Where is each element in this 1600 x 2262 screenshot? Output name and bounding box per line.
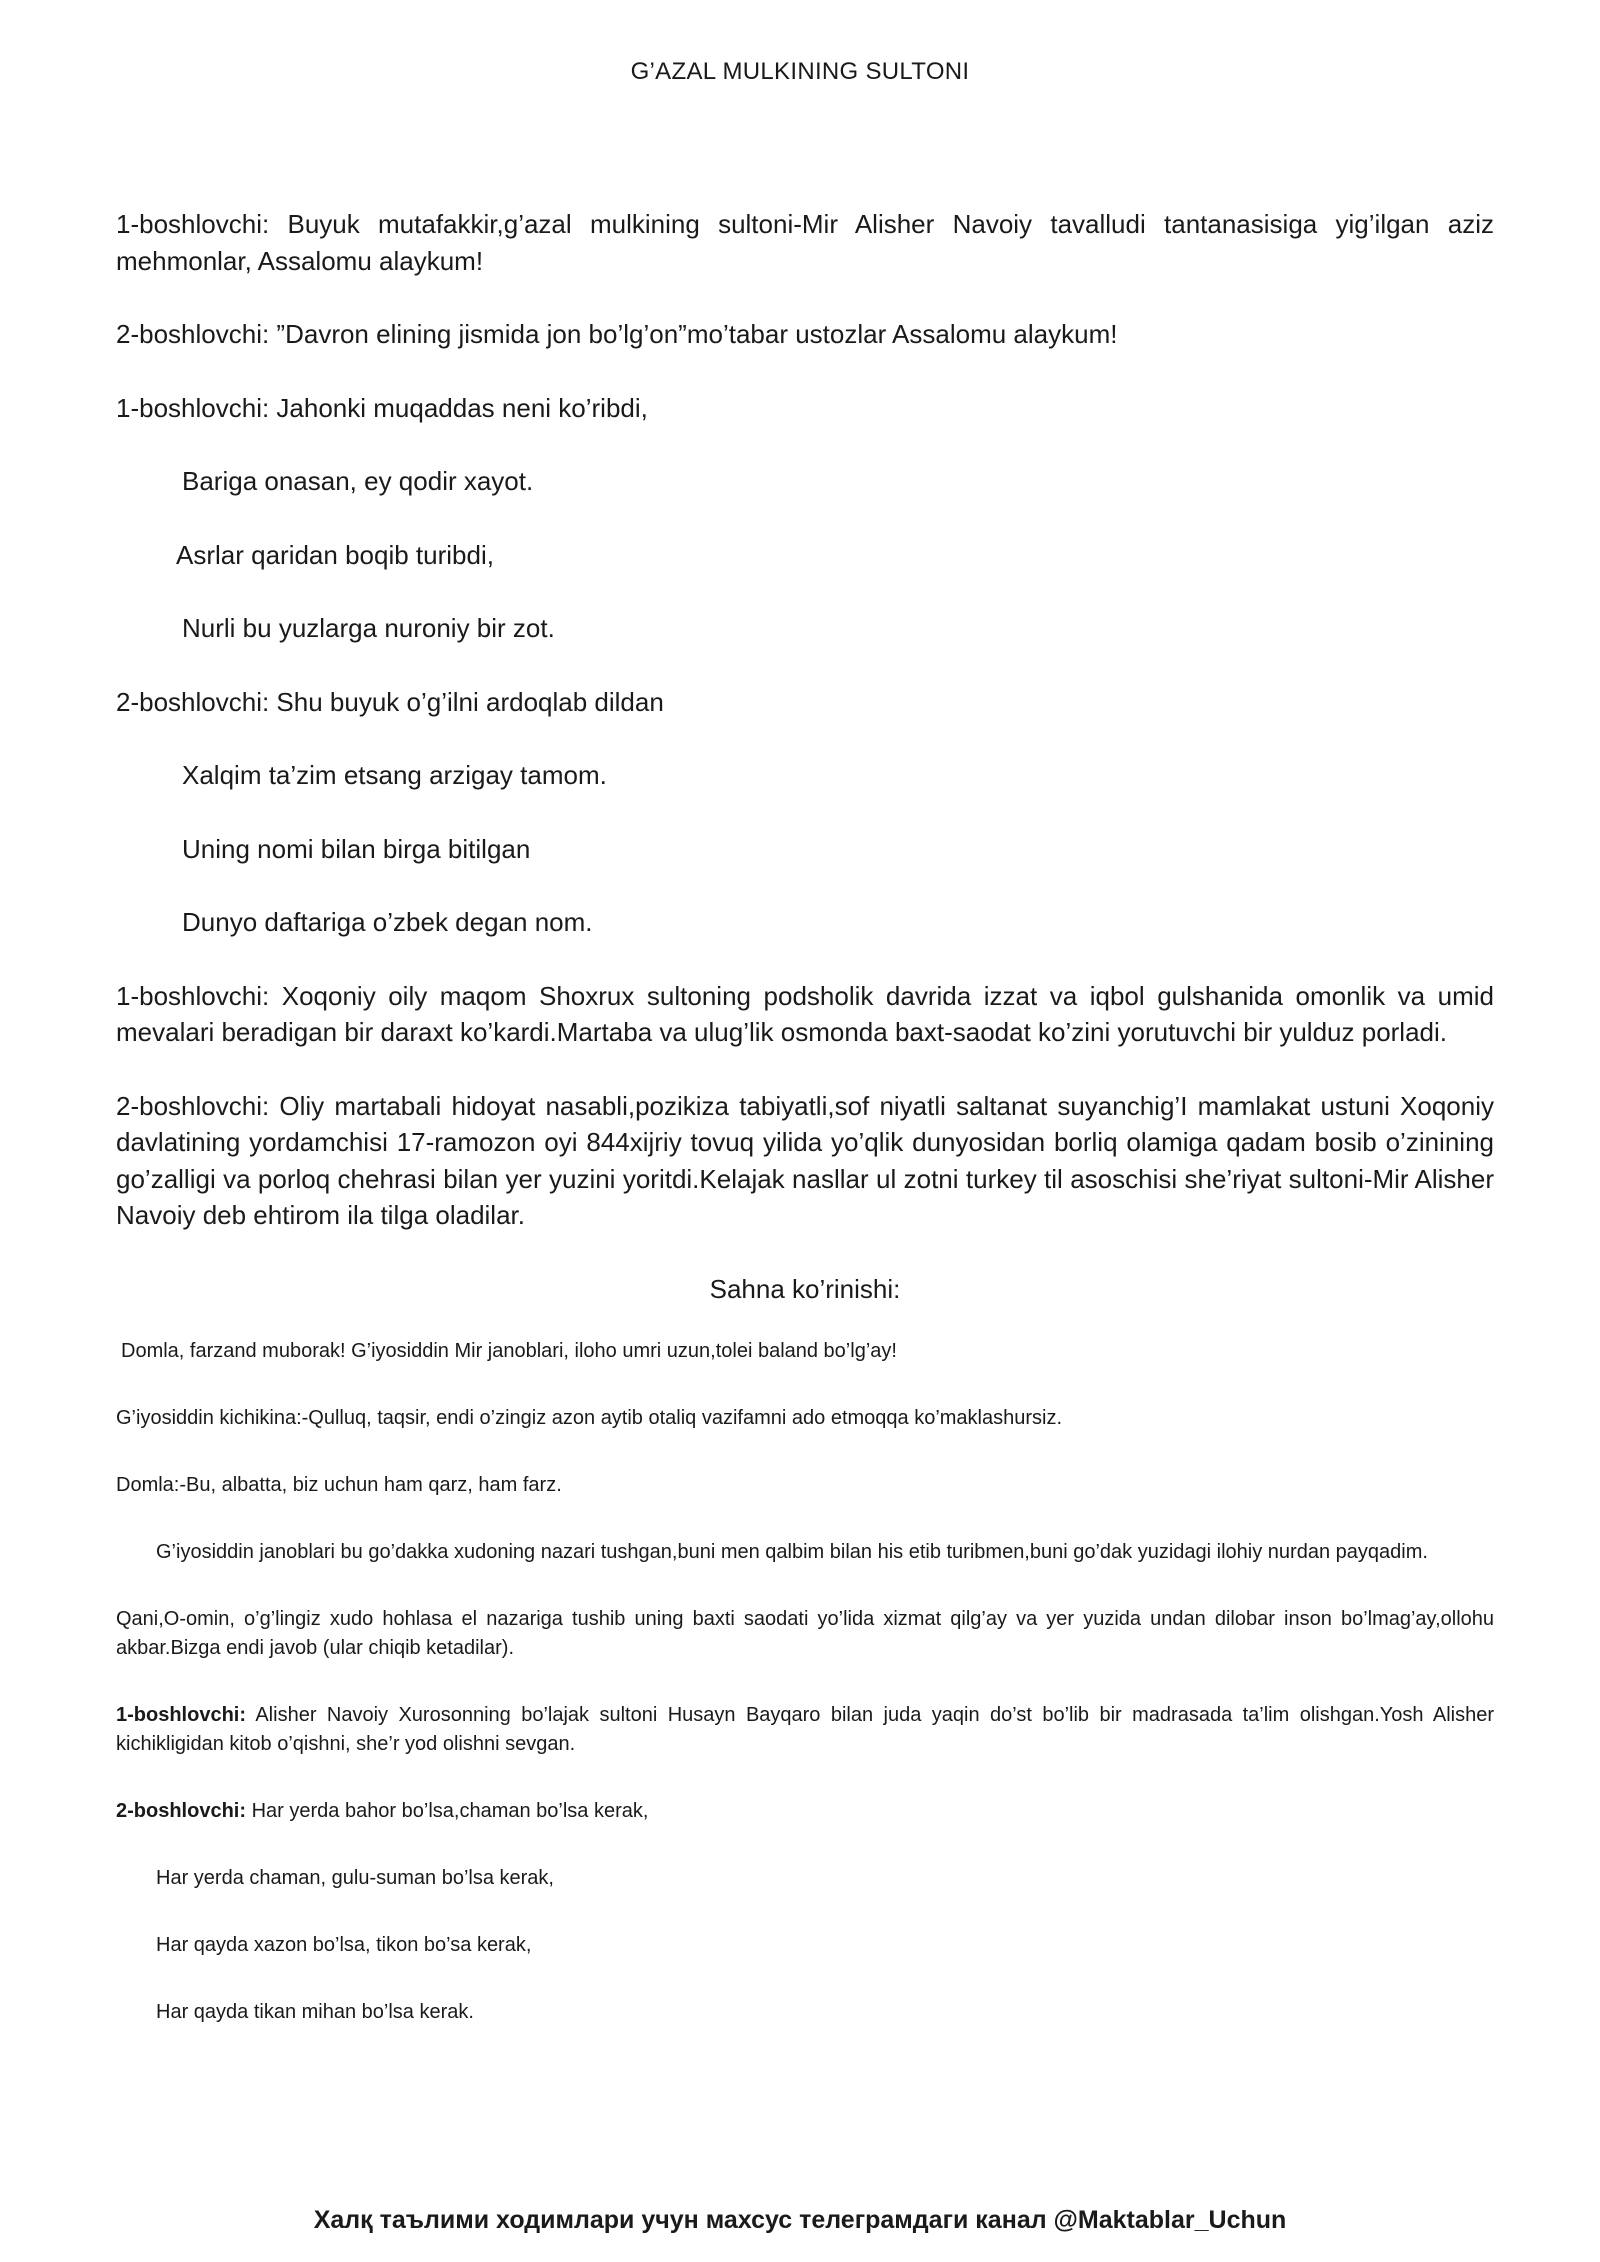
paragraph: 2-boshlovchi: Shu buyuk o’g’ilni ardoqlab dildan xyxy=(116,686,664,717)
dialogue-line: Domla, farzand muborak! G’iyosiddin Mir janoblari, iloho umri uzun,tolei baland bo’lg’ay! xyxy=(121,1340,897,1362)
paragraph-text: Har yerda bahor bo’lsa,chaman bo’lsa kerak, xyxy=(246,1800,649,1822)
paragraph: 2-boshlovchi: Oliy martabali hidoyat nasabli,pozikiza tabiyatli,sof niyatli saltanat suyanchig’I mamlakat ustuni Xoqoniy davlatining yordamchisi 17-ramozon oyi 844xijriy tovuq yilida yo’qlik dunyosidan borliq olamiga qadam bosib o’zinining go’zalligi va porloq chehrasi bilan yer yuzini yoritdi.Kelajak nasllar ul zotni turkey til asoschisi she’riyat sultoni-Mir Alisher Navoiy deb ehtirom ila tilga oladilar. xyxy=(116,1090,1494,1230)
footer-channel-note: Халқ таълими ходимлари учун махсус телеграмдаги канал @Maktablar_Uchun xyxy=(313,2206,1287,2234)
paragraph xyxy=(116,1701,1494,1759)
scene-heading: Sahna ko’rinishi: xyxy=(709,1273,901,1304)
verse-line: Bariga onasan, ey qodir xayot. xyxy=(182,466,534,496)
speaker-label: 1-boshlovchi: xyxy=(116,1704,247,1726)
document-title: G’AZAL MULKINING SULTONI xyxy=(630,58,970,85)
verse-line: Uning nomi bilan birga bitilgan xyxy=(182,833,531,864)
verse-line: Nurli bu yuzlarga nuroniy bir zot. xyxy=(182,613,555,643)
dialogue-line: Qani,O-omin, o’g’lingiz xudo hohlasa el nazariga tushib uning baxti saodati yo’lida xizmat qilg’ay va yer yuzida undan dilobar inson bo’lmag’ay,ollohu akbar.Bizga endi javob (ular chiqib ketadilar). xyxy=(116,1608,1494,1659)
verse-line: Har yerda chaman, gulu-suman bo’lsa kerak, xyxy=(156,1867,554,1889)
verse-line: Har qayda xazon bo’lsa, tikon bo’sa kerak, xyxy=(156,1934,532,1956)
verse-line: Har qayda tikan mihan bo’lsa kerak. xyxy=(156,2001,474,2023)
paragraph: 1-boshlovchi: Buyuk mutafakkir,g’azal mulkining sultoni-Mir Alisher Navoiy tavalludi tantanasisiga yig’ilgan aziz mehmonlar, Assalomu alaykum! xyxy=(116,209,1494,276)
paragraph xyxy=(116,1797,1494,1826)
paragraph: 1-boshlovchi: Jahonki muqaddas neni ko’ribdi, xyxy=(116,392,648,423)
verse-line: Xalqim ta’zim etsang arzigay tamom. xyxy=(182,760,607,790)
verse-line: Dunyo daftariga o’zbek degan nom. xyxy=(182,907,593,937)
paragraph-text: Alisher Navoiy Xurosonning bo’lajak sultoni Husayn Bayqaro bilan juda yaqin do’st bo’lib bir madrasada ta’lim olishgan.Yosh Alisher kichikligidan kitob o’qishni, she’r yod olishni sevgan. xyxy=(116,1704,1494,1755)
document-body xyxy=(116,206,1494,2027)
speaker-label: 2-boshlovchi: xyxy=(116,1800,247,1822)
paragraph: 2-boshlovchi: ”Davron elining jismida jon bo’lg’on”mo’tabar ustozlar Assalomu alaykum! xyxy=(116,319,1118,349)
dialogue-line: G’iyosiddin kichikina:-Qulluq, taqsir, endi o’zingiz azon aytib otaliq vazifamni ado etmoqqa ko’maklashursiz. xyxy=(116,1407,1063,1429)
dialogue-line: Domla:-Bu, albatta, biz uchun ham qarz, ham farz. xyxy=(116,1474,562,1496)
paragraph: 1-boshlovchi: Xoqoniy oily maqom Shoxrux sultoning podsholik davrida izzat va iqbol gulshanida omonlik va umid mevalari beradigan bir daraxt ko’kardi.Martaba va ulug’lik osmonda baxt-saodat ko’zini yorutuvchi bir yulduz porladi. xyxy=(116,980,1494,1047)
dialogue-line: G’iyosiddin janoblari bu go’dakka xudoning nazari tushgan,buni men qalbim bilan his etib turibmen,buni go’dak yuzidagi ilohiy nurdan payqadim. xyxy=(156,1541,1428,1563)
verse-line: Asrlar qaridan boqib turibdi, xyxy=(176,539,494,570)
